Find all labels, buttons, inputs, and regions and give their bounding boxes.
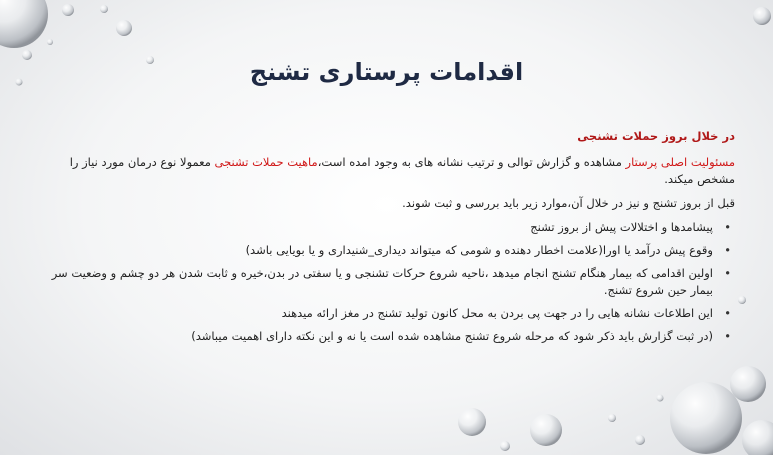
water-drop bbox=[635, 435, 645, 445]
water-drop bbox=[608, 414, 616, 422]
bullet-list bbox=[40, 219, 735, 345]
highlight-nurse-responsibility: مسئولیت اصلی پرستار bbox=[625, 155, 735, 169]
water-drop bbox=[62, 4, 74, 16]
bullet-item: • وقوع پیش درآمد یا اورا(علامت اخطار دهنده و شومی که میتواند دیداری_شنیداری و یا بویایی باشد) bbox=[40, 242, 735, 259]
water-drop bbox=[500, 441, 510, 451]
highlight-seizure-nature: ماهیت حملات تشنجی bbox=[214, 155, 318, 169]
water-drop bbox=[753, 7, 771, 25]
water-drop bbox=[100, 5, 108, 13]
water-drop bbox=[530, 414, 562, 446]
slide-title: اقدامات پرستاری تشنج bbox=[249, 58, 524, 86]
paragraph-responsibility bbox=[40, 154, 735, 188]
water-drop bbox=[47, 39, 53, 45]
water-drop bbox=[657, 395, 664, 402]
slide-body bbox=[40, 128, 735, 351]
water-drop bbox=[730, 366, 766, 402]
bullet-item: • این اطلاعات نشانه هایی را در جهت پی بردن به محل کانون تولید تشنج در مغز ارائه میدهند bbox=[40, 305, 735, 322]
section-heading: در خلال بروز حملات تشنجی bbox=[577, 129, 735, 143]
paragraph-text: مشاهده و گزارش توالی و ترتیب نشانه های به وجود امده است، bbox=[317, 155, 626, 169]
water-drop bbox=[742, 420, 773, 455]
paragraph-text: معمولا نوع درمان مورد نیاز را مشخص میکند. bbox=[69, 155, 735, 186]
bullet-item: • (در ثبت گزارش باید ذکر شود که مرحله شروع تشنج مشاهده شده است یا نه و این نکته دارای اهمیت میباشد) bbox=[40, 328, 735, 345]
paragraph-intro: قبل از بروز تشنج و نیز در خلال آن،موارد زیر باید بررسی و ثبت شوند. bbox=[402, 196, 735, 210]
water-drop bbox=[458, 408, 486, 436]
water-drop bbox=[0, 0, 48, 48]
bullet-item: • پیشامدها و اختلالات پیش از بروز تشنج bbox=[40, 219, 735, 236]
water-drop bbox=[738, 296, 746, 304]
water-drop bbox=[670, 382, 742, 454]
water-drop bbox=[116, 20, 132, 36]
bullet-item: • اولین اقدامی که بیمار هنگام تشنج انجام میدهد ،ناحیه شروع حرکات تشنجی و یا سفتی در بدن،خیره و ثابت شدن هر دو چشم و وضعیت سر بیمار حین شروع تشنج. bbox=[40, 265, 735, 299]
